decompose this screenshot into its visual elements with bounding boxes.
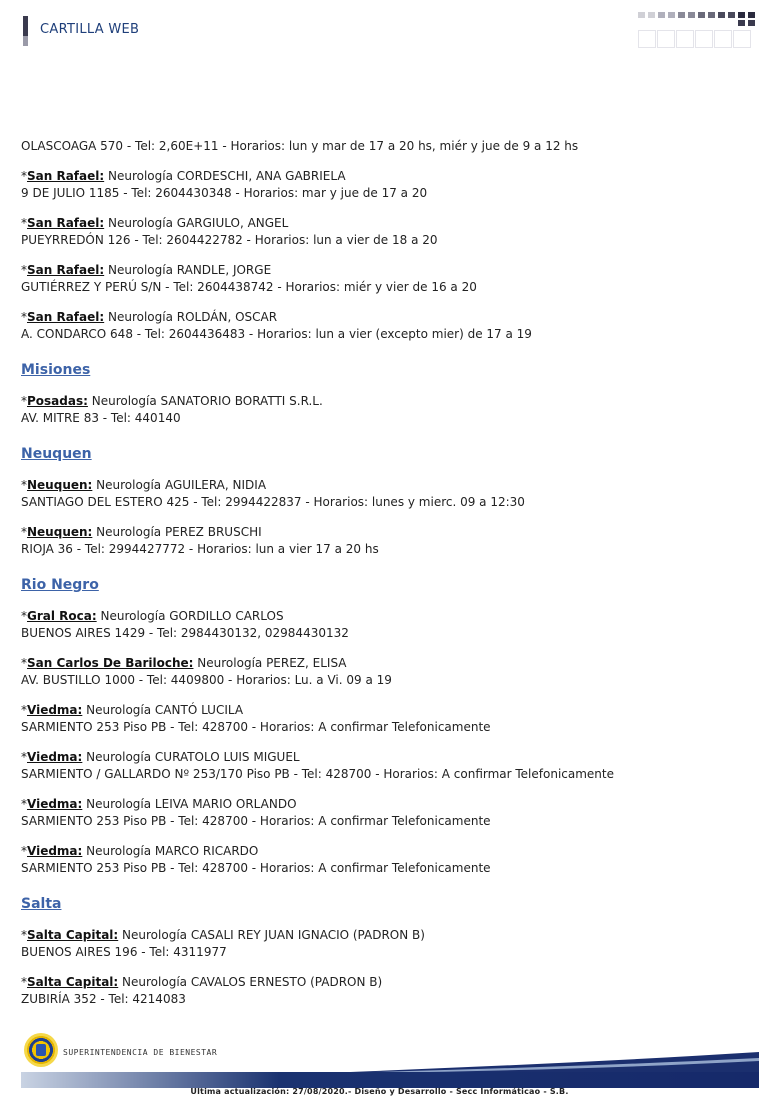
provider-address: SARMIENTO / GALLARDO Nº 253/170 Piso PB - Tel: 428700 - Horarios: A confirmar Telefonicamente (21, 767, 614, 781)
page-header (0, 0, 759, 60)
provider-address: SARMIENTO 253 Piso PB - Tel: 428700 - Horarios: A confirmar Telefonicamente (21, 861, 491, 875)
provider-line (21, 702, 741, 719)
provider-name: Neurología PEREZ, ELISA (197, 656, 347, 670)
city-label: San Rafael: (27, 169, 105, 183)
provider-entry (21, 168, 741, 202)
bullet-asterisk: * (21, 797, 27, 811)
page-title: CARTILLA WEB (40, 22, 140, 37)
provider-name: Neurología CORDESCHI, ANA GABRIELA (108, 169, 346, 183)
provider-address: BUENOS AIRES 1429 - Tel: 2984430132, 02984430132 (21, 626, 349, 640)
city-label: Posadas: (27, 394, 88, 408)
provider-entry (21, 215, 741, 249)
provider-entry (21, 262, 741, 296)
sections-container (21, 168, 741, 1008)
provider-name: Neurología AGUILERA, NIDIA (96, 478, 267, 492)
bullet-asterisk: * (21, 478, 27, 492)
bullet-asterisk: * (21, 750, 27, 764)
provider-line (21, 749, 741, 766)
provider-address: PUEYRREDÓN 126 - Tel: 2604422782 - Horarios: lun a vier de 18 a 20 (21, 233, 438, 247)
city-label: San Rafael: (27, 263, 105, 277)
city-label: San Carlos De Bariloche: (27, 656, 194, 670)
city-label: Gral Roca: (27, 609, 97, 623)
provider-entry (21, 974, 741, 1008)
provider-name: Neurología GARGIULO, ANGEL (108, 216, 289, 230)
provider-entry (21, 749, 741, 783)
provider-entry (21, 655, 741, 689)
provider-line (21, 168, 741, 185)
bullet-asterisk: * (21, 844, 27, 858)
provider-line (21, 796, 741, 813)
provider-name: Neurología LEIVA MARIO ORLANDO (86, 797, 297, 811)
provider-address: RIOJA 36 - Tel: 2994427772 - Horarios: lun a vier 17 a 20 hs (21, 542, 379, 556)
provider-entry (21, 702, 741, 736)
provider-address: A. CONDARCO 648 - Tel: 2604436483 - Horarios: lun a vier (excepto mier) de 17 a 19 (21, 327, 532, 341)
provider-name: Neurología GORDILLO CARLOS (100, 609, 284, 623)
provider-name: Neurología CAVALOS ERNESTO (PADRON B) (122, 975, 383, 989)
provider-entry (21, 393, 741, 427)
provider-line (21, 843, 741, 860)
last-updated-note: Ultima actualización: 27/08/2020.- Diseño y Desarrollo - Secc Informáticao - S.B. (190, 1087, 569, 1096)
provider-name: Neurología SANATORIO BORATTI S.R.L. (91, 394, 323, 408)
bullet-asterisk: * (21, 975, 27, 989)
provider-line (21, 393, 741, 410)
header-accent-bar-light (23, 36, 28, 46)
organization-name: SUPERINTENDENCIA DE BIENESTAR (63, 1048, 218, 1057)
provider-address: SARMIENTO 253 Piso PB - Tel: 428700 - Horarios: A confirmar Telefonicamente (21, 720, 491, 734)
footer-band (21, 1072, 759, 1088)
provider-address: GUTIÉRREZ Y PERÚ S/N - Tel: 2604438742 - Horarios: miér y vier de 16 a 20 (21, 280, 477, 294)
bullet-asterisk: * (21, 216, 27, 230)
provider-line (21, 927, 741, 944)
bullet-asterisk: * (21, 928, 27, 942)
provider-name: Neurología CASALI REY JUAN IGNACIO (PADRON B) (122, 928, 425, 942)
bullet-asterisk: * (21, 525, 27, 539)
provider-address: AV. MITRE 83 - Tel: 440140 (21, 411, 181, 425)
provider-entry (21, 524, 741, 558)
region-heading: Salta (21, 896, 62, 912)
provider-name: Neurología PEREZ BRUSCHI (96, 525, 262, 539)
provider-address: SANTIAGO DEL ESTERO 425 - Tel: 2994422837 - Horarios: lunes y mierc. 09 a 12:30 (21, 495, 525, 509)
provider-address: AV. BUSTILLO 1000 - Tel: 4409800 - Horarios: Lu. a Vi. 09 a 19 (21, 673, 392, 687)
provider-name: Neurología MARCO RICARDO (86, 844, 259, 858)
bullet-asterisk: * (21, 656, 27, 670)
provider-line (21, 608, 741, 625)
provider-address: 9 DE JULIO 1185 - Tel: 2604430348 - Horarios: mar y jue de 17 a 20 (21, 186, 428, 200)
bullet-asterisk: * (21, 703, 27, 717)
header-decoration (638, 12, 758, 48)
provider-name: Neurología CURATOLO LUIS MIGUEL (86, 750, 300, 764)
region-heading: Neuquen (21, 446, 92, 462)
provider-entry (21, 796, 741, 830)
city-label: Viedma: (27, 844, 83, 858)
provider-line (21, 477, 741, 494)
region-heading: Misiones (21, 362, 91, 378)
provider-name: Neurología ROLDÁN, OSCAR (108, 310, 278, 324)
provider-line (21, 262, 741, 279)
provider-entry (21, 927, 741, 961)
provider-address: SARMIENTO 253 Piso PB - Tel: 428700 - Horarios: A confirmar Telefonicamente (21, 814, 491, 828)
city-label: Viedma: (27, 750, 83, 764)
provider-name: Neurología RANDLE, JORGE (108, 263, 272, 277)
provider-name: Neurología CANTÓ LUCILA (86, 703, 244, 717)
provider-entry (21, 608, 741, 642)
provider-line (21, 309, 741, 326)
provider-entry (21, 477, 741, 511)
city-label: Neuquen: (27, 525, 93, 539)
provider-address: ZUBIRÍA 352 - Tel: 4214083 (21, 992, 186, 1006)
provider-entry (21, 309, 741, 343)
page-footer (0, 1030, 759, 1101)
footer-wave-decoration (300, 1050, 759, 1074)
city-label: San Rafael: (27, 216, 105, 230)
region-heading: Rio Negro (21, 577, 99, 593)
first-address-line: OLASCOAGA 570 - Tel: 2,60E+11 - Horarios: lun y mar de 17 a 20 hs, miér y jue de 9 a 12 hs (21, 139, 579, 153)
provider-line (21, 524, 741, 541)
bullet-asterisk: * (21, 169, 27, 183)
city-label: Neuquen: (27, 478, 93, 492)
city-label: San Rafael: (27, 310, 105, 324)
provider-entry (21, 843, 741, 877)
city-label: Salta Capital: (27, 975, 119, 989)
city-label: Salta Capital: (27, 928, 119, 942)
provider-line (21, 215, 741, 232)
directory-content (21, 138, 741, 1021)
bullet-asterisk: * (21, 609, 27, 623)
provider-line (21, 974, 741, 991)
provider-line (21, 655, 741, 672)
bullet-asterisk: * (21, 263, 27, 277)
bullet-asterisk: * (21, 394, 27, 408)
city-label: Viedma: (27, 703, 83, 717)
city-label: Viedma: (27, 797, 83, 811)
institution-seal-logo (24, 1033, 58, 1067)
provider-address: BUENOS AIRES 196 - Tel: 4311977 (21, 945, 227, 959)
bullet-asterisk: * (21, 310, 27, 324)
